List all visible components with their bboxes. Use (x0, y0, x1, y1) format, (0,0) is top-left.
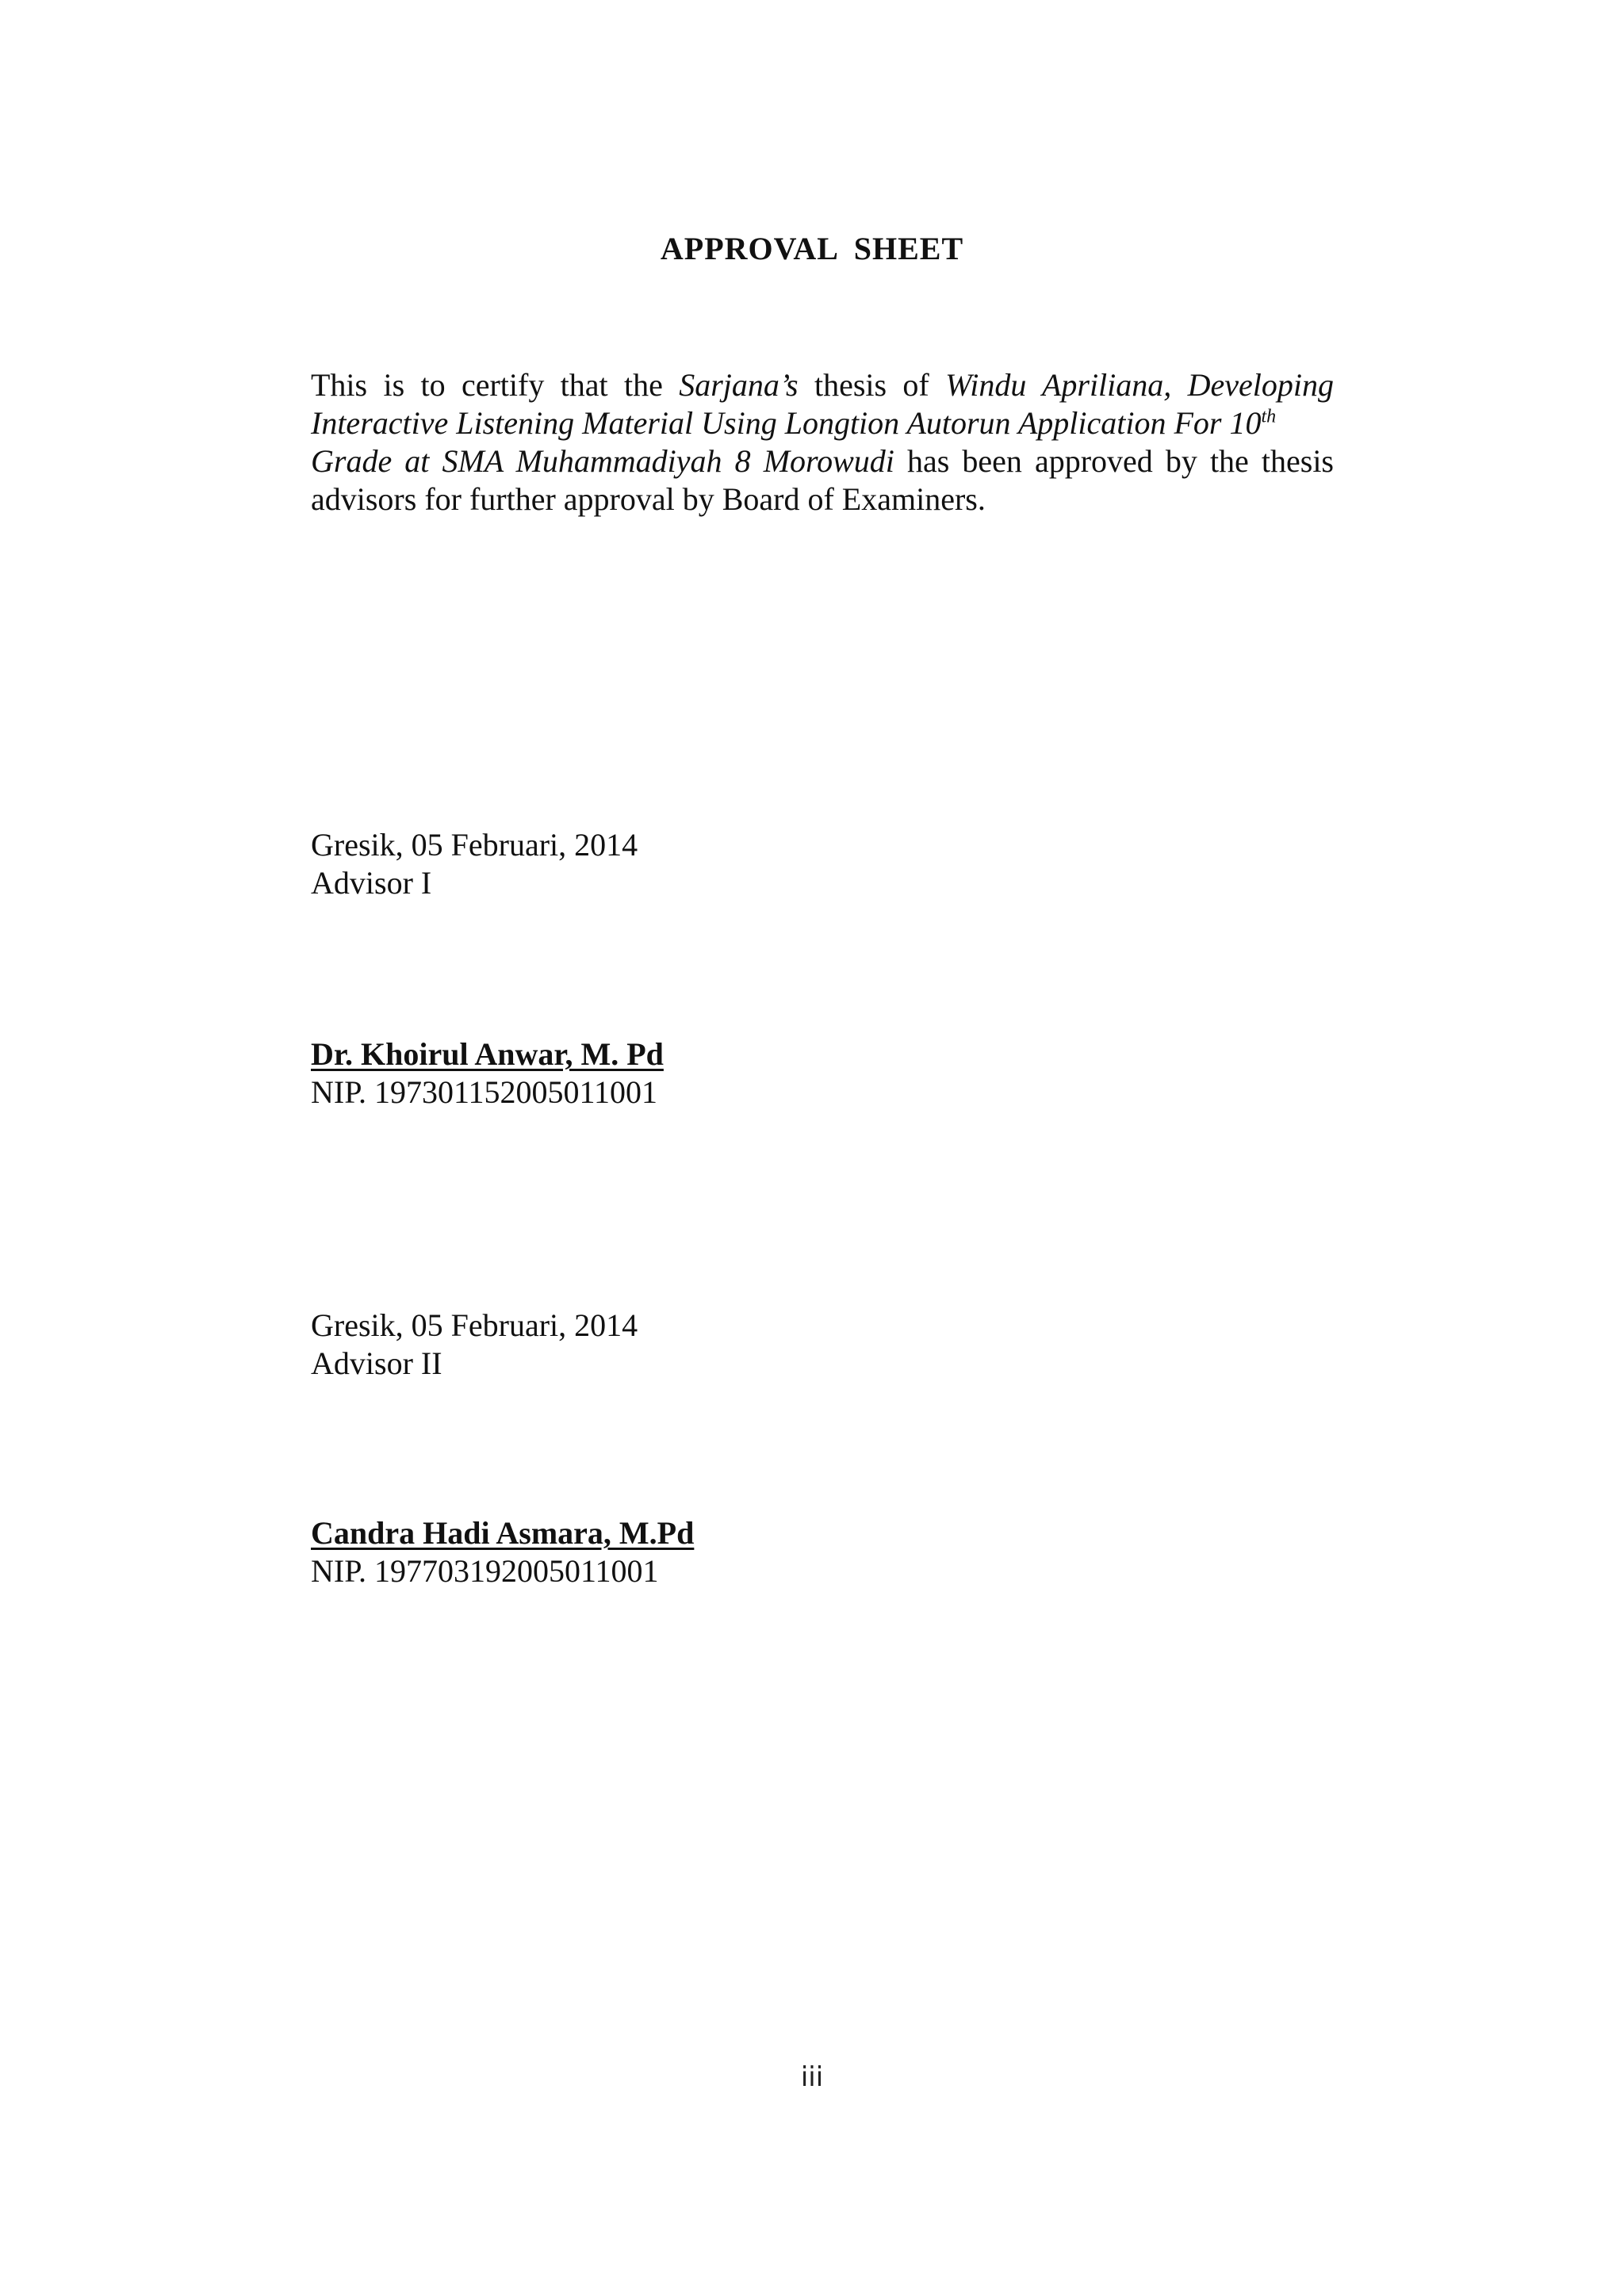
certification-paragraph (311, 366, 1334, 519)
degree-term: Sarjana’s (679, 367, 799, 403)
advisor-1-role: Advisor I (311, 865, 432, 901)
author-and-title-start: Windu Apriliana, Developing (945, 367, 1334, 403)
advisor-1-place-date: Gresik, 05 Februari, 2014 (311, 827, 638, 863)
certification-middle: thesis of (798, 367, 946, 403)
certification-line-1 (311, 366, 1334, 404)
page-number: iii (800, 2061, 824, 2093)
advisor-2-place-date: Gresik, 05 Februari, 2014 (311, 1307, 638, 1343)
certification-line-4: advisors for further approval by Board of Examiners. (311, 481, 986, 517)
advisor-1-name: Dr. Khoirul Anwar, M. Pd (311, 1036, 664, 1072)
grade-superscript: th (1261, 406, 1277, 427)
certification-line-2 (311, 404, 1334, 442)
advisor-2-name: Candra Hadi Asmara, M.Pd (311, 1515, 695, 1551)
certification-prefix: This is to certify that the (311, 367, 680, 403)
advisor-2-nip: NIP. 197703192005011001 (311, 1553, 659, 1589)
advisor-2-signature-block (311, 1514, 694, 1590)
certification-line-3 (311, 442, 1334, 480)
advisor-1-nip: NIP. 197301152005011001 (311, 1074, 658, 1110)
approval-statement: has been approved by the thesis (894, 443, 1335, 479)
thesis-title: Interactive Listening Material Using Longtion Autorun Application For 10 (311, 405, 1262, 441)
advisor-1-signature-block (311, 1035, 664, 1112)
advisor-2-role: Advisor II (311, 1345, 442, 1381)
advisor-1-date-block (311, 826, 638, 902)
school-name: Grade at SMA Muhammadiyah 8 Morowudi (311, 443, 894, 479)
page-title: APPROVAL SHEET (660, 231, 964, 266)
advisor-2-date-block (311, 1307, 638, 1383)
